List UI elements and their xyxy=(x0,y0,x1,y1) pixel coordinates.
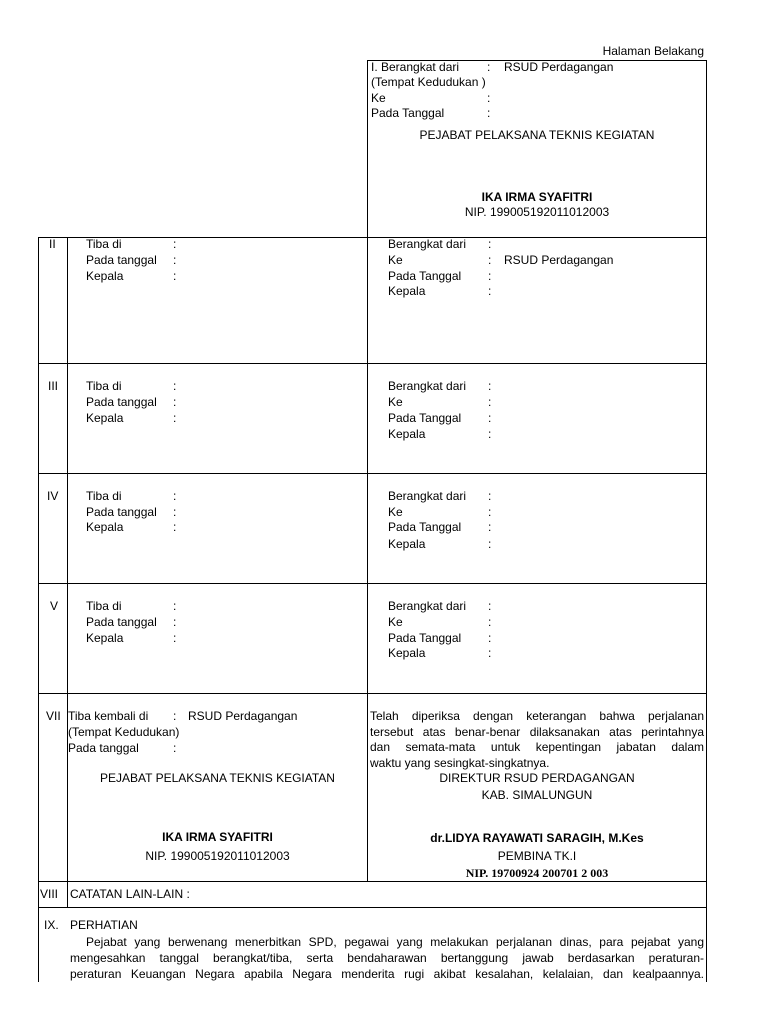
row-divider-iii-top xyxy=(38,363,707,364)
director-name: dr.LIDYA RAYAWATI SARAGIH, M.Kes xyxy=(430,831,644,845)
row-ii-colon-6: : xyxy=(488,269,492,283)
row-iii-kepala-right-label: Kepala xyxy=(388,427,426,441)
row-iii-berangkat-label: Berangkat dari xyxy=(388,379,467,393)
row-iii-colon-3: : xyxy=(173,411,177,425)
row-iii-tiba-label: Tiba di xyxy=(86,379,122,393)
section-i-colon-1: : xyxy=(487,60,491,74)
row-iv-number: IV xyxy=(47,489,59,503)
director-nip: NIP. 19700924 200701 2 003 xyxy=(465,866,609,880)
row-divider-v-top xyxy=(38,583,707,584)
row-iv-tanggal-label: Pada Tanggal xyxy=(388,520,462,534)
row-ii-colon-1: : xyxy=(173,237,177,251)
row-vii-tempat-label: (Tempat Kedudukan) xyxy=(68,725,180,739)
row-iii-colon-6: : xyxy=(488,411,492,425)
row-ii-pada-label: Pada tanggal xyxy=(86,253,157,267)
row-vii-tiba-kembali-label: Tiba kembali di xyxy=(68,709,149,723)
section-i-ke-label: Ke xyxy=(371,91,386,105)
section-i-official-title: PEJABAT PELAKSANA TEKNIS KEGIATAN xyxy=(419,128,655,142)
section-i-official-name: IKA IRMA SYAFITRI xyxy=(481,190,593,204)
row-ii-berangkat-label: Berangkat dari xyxy=(388,237,467,251)
row-ix-number: IX. xyxy=(44,918,59,932)
row-iii-tanggal-label: Pada Tanggal xyxy=(388,411,462,425)
row-iv-colon-3: : xyxy=(173,520,177,534)
row-v-number: V xyxy=(50,599,59,613)
row-vii-tiba-kembali-value: RSUD Perdagangan xyxy=(188,709,298,723)
row-iii-colon-4: : xyxy=(488,379,492,393)
row-vii-number: VII xyxy=(46,709,61,723)
table-left-border xyxy=(38,237,39,982)
row-v-tanggal-label: Pada Tanggal xyxy=(388,631,462,645)
row-divider-vii-top xyxy=(38,693,707,694)
notice-line-1: Pejabat yang berwenang menerbitkan SPD, pegawai yang melakukan perjalanan dinas, para pejabat yang xyxy=(86,935,704,949)
row-iii-kepala-label: Kepala xyxy=(86,411,124,425)
row-v-colon-7: : xyxy=(488,646,492,660)
director-region: KAB. SIMALUNGUN xyxy=(481,788,593,802)
section-i-berangkat-value: RSUD Perdagangan xyxy=(504,60,614,74)
row-vii-left-title: PEJABAT PELAKSANA TEKNIS KEGIATAN xyxy=(100,771,335,785)
row-viii-label: CATATAN LAIN-LAIN : xyxy=(70,887,190,901)
row-iv-colon-1: : xyxy=(173,489,177,503)
number-column-divider xyxy=(67,237,68,908)
row-v-colon-3: : xyxy=(173,631,177,645)
section-i-tanggal-label: Pada Tanggal xyxy=(371,106,445,120)
section-i-official-nip: NIP. 199005192011012003 xyxy=(464,205,610,219)
section-i-colon-2: : xyxy=(487,91,491,105)
row-v-ke-label: Ke xyxy=(388,615,403,629)
row-vii-left-name: IKA IRMA SYAFITRI xyxy=(162,830,273,844)
row-ii-kepala-right-label: Kepala xyxy=(388,284,426,298)
row-divider-ix-top xyxy=(38,907,707,908)
row-ii-colon-2: : xyxy=(173,253,177,267)
statement-line-4: waktu yang sesingkat-singkatnya. xyxy=(370,755,550,770)
row-iv-colon-6: : xyxy=(488,520,492,534)
row-divider-iv-top xyxy=(38,473,707,474)
row-ii-tiba-label: Tiba di xyxy=(86,237,122,251)
row-ii-ke-value: RSUD Perdagangan xyxy=(504,253,614,267)
row-iii-colon-1: : xyxy=(173,379,177,393)
row-iii-colon-2: : xyxy=(173,395,177,409)
row-iii-colon-7: : xyxy=(488,427,492,441)
row-v-kepala-right-label: Kepala xyxy=(388,646,426,660)
row-iv-kepala-label: Kepala xyxy=(86,520,124,534)
row-vii-colon-1: : xyxy=(173,709,177,723)
row-v-pada-label: Pada tanggal xyxy=(86,615,157,629)
notice-line-2: mengesahkan tanggal berangkat/tiba, serta bendaharawan bertanggung jawab berdasarkan peraturan- xyxy=(70,951,704,965)
row-ix-notice xyxy=(70,934,704,982)
row-vii-statement xyxy=(370,709,704,771)
row-divider-ii-top xyxy=(38,237,707,238)
row-iv-ke-label: Ke xyxy=(388,505,403,519)
row-iii-colon-5: : xyxy=(488,395,492,409)
row-vii-left-nip: NIP. 199005192011012003 xyxy=(145,849,290,863)
statement-line-2: tersebut atas benar-benar dilaksanakan atas perintahnya xyxy=(370,724,704,739)
row-iv-kepala-right-label: Kepala xyxy=(388,537,426,551)
notice-line-3: peraturan Keuangan Negara apabila Negara menderita rugi akibat kesalahan, kelalaian, dan kealpaannya. xyxy=(70,967,704,981)
row-ii-number: II xyxy=(49,237,56,251)
row-v-kepala-label: Kepala xyxy=(86,631,124,645)
row-ii-colon-5: : xyxy=(488,253,492,267)
row-v-colon-2: : xyxy=(173,615,177,629)
section-i-berangkat-label: I. Berangkat dari xyxy=(371,60,460,74)
section-i-tempat-label: (Tempat Kedudukan ) xyxy=(371,75,486,89)
row-divider-viii-top xyxy=(38,881,707,882)
row-ii-kepala-label: Kepala xyxy=(86,269,124,283)
row-v-tiba-label: Tiba di xyxy=(86,599,122,613)
director-rank: PEMBINA TK.I xyxy=(497,849,577,863)
row-v-colon-5: : xyxy=(488,615,492,629)
statement-line-3: dan semata-mata untuk kepentingan jabatan dalam xyxy=(370,740,704,754)
row-ix-label: PERHATIAN xyxy=(70,918,138,932)
row-v-berangkat-label: Berangkat dari xyxy=(388,599,467,613)
row-v-colon-6: : xyxy=(488,631,492,645)
row-iv-tiba-label: Tiba di xyxy=(86,489,122,503)
row-iv-berangkat-label: Berangkat dari xyxy=(388,489,467,503)
row-iii-number: III xyxy=(48,379,59,393)
row-iv-colon-7: : xyxy=(488,537,492,551)
row-iv-colon-5: : xyxy=(488,505,492,519)
row-iii-pada-label: Pada tanggal xyxy=(86,395,157,409)
row-vii-colon-2: : xyxy=(173,741,177,755)
row-iv-colon-4: : xyxy=(488,489,492,503)
row-ii-ke-label: Ke xyxy=(388,253,403,267)
row-ii-tanggal-label: Pada Tanggal xyxy=(388,269,462,283)
row-iii-ke-label: Ke xyxy=(388,395,403,409)
row-ii-colon-3: : xyxy=(173,269,177,283)
row-iv-pada-label: Pada tanggal xyxy=(86,505,157,519)
row-v-colon-4: : xyxy=(488,599,492,613)
row-v-colon-1: : xyxy=(173,599,177,613)
row-ii-colon-4: : xyxy=(488,237,492,251)
row-iv-colon-2: : xyxy=(173,505,177,519)
row-ii-colon-7: : xyxy=(488,284,492,298)
row-viii-number: VIII xyxy=(40,887,59,901)
section-i-colon-3: : xyxy=(487,106,491,120)
statement-line-1: Telah diperiksa dengan keterangan bahwa perjalanan xyxy=(370,709,704,723)
row-vii-tanggal-label: Pada tanggal xyxy=(68,741,139,755)
page-side-label: Halaman Belakang xyxy=(602,44,704,58)
director-title: DIREKTUR RSUD PERDAGANGAN xyxy=(439,771,635,785)
